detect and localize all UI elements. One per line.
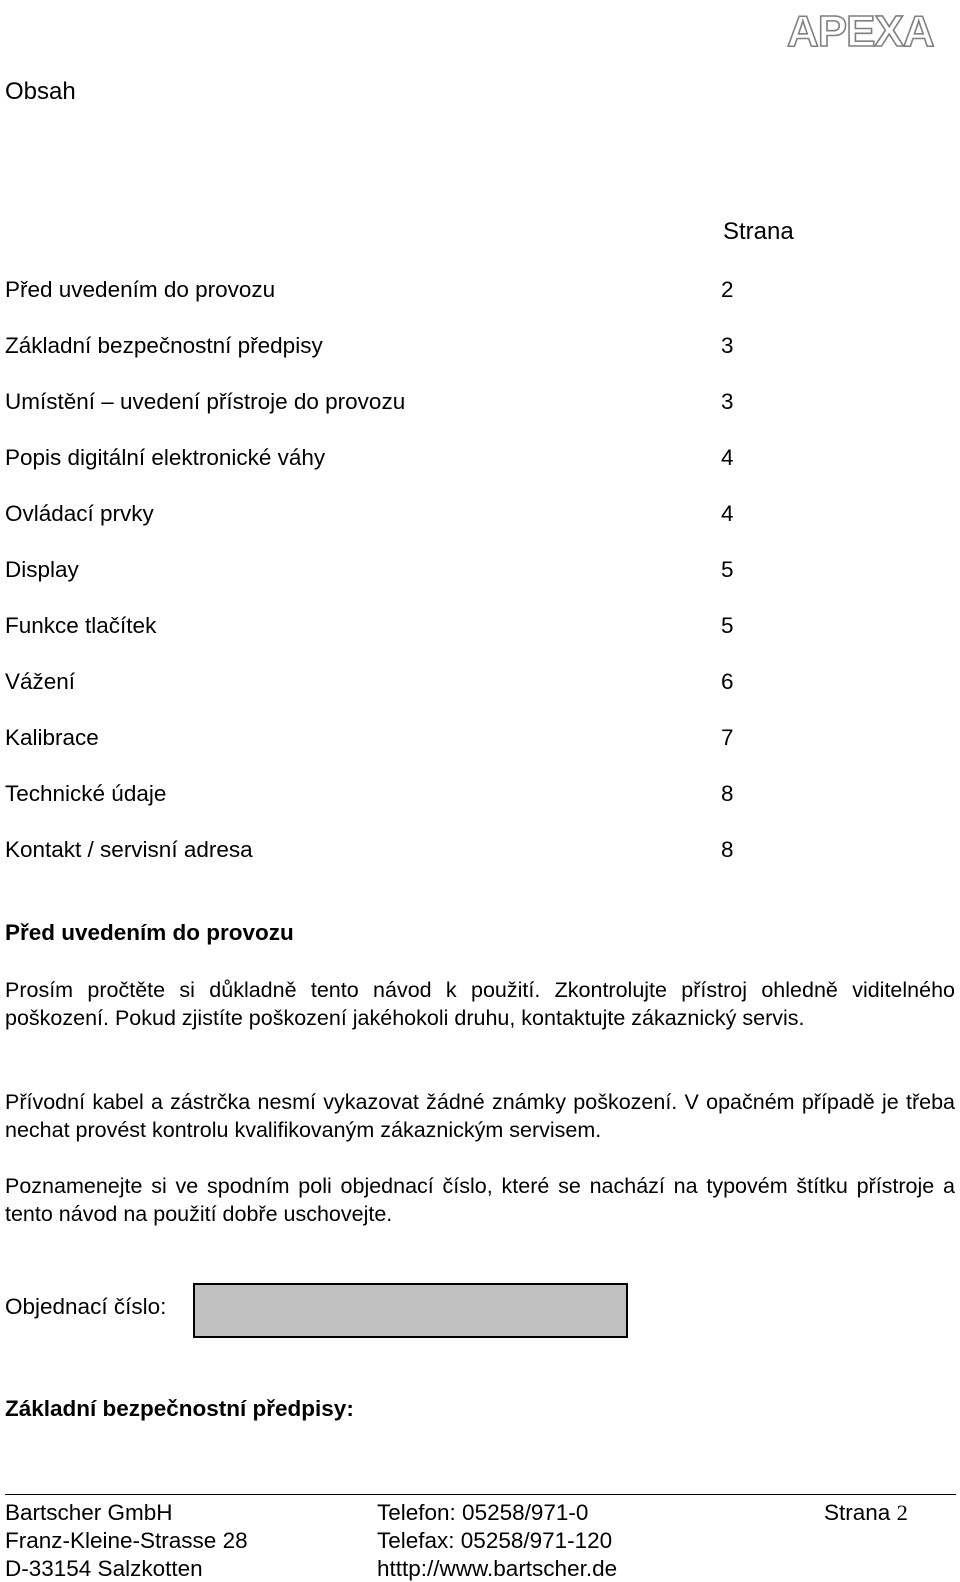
toc-entry-title: Popis digitální elektronické váhy: [5, 445, 326, 470]
logo-wordmark: APEXA: [787, 7, 934, 56]
toc-entry-page: 7: [721, 725, 734, 750]
toc-entry-title: Funkce tlačítek: [5, 613, 157, 638]
toc-page-column-label: Strana: [723, 218, 794, 245]
apexa-logo: [785, 4, 945, 56]
footer-page-label: Strana: [824, 1500, 891, 1525]
toc-entry-page: 3: [721, 333, 734, 358]
toc-entry-title: Umístění – uvedení přístroje do provozu: [5, 389, 406, 414]
toc-entry-title: Ovládací prvky: [5, 501, 154, 526]
order-number-label: Objednací číslo:: [5, 1294, 167, 1319]
paragraph: Prosím pročtěte si důkladně tento návod k použití. Zkontrolujte přístroj ohledně viditelného poškození. Pokud zjistíte poškození jakéhokoli druhu, kontaktujte zákaznický servis.: [5, 978, 955, 1030]
toc-entry-page: 2: [721, 277, 734, 302]
order-number-field[interactable]: [193, 1283, 628, 1338]
paragraph: Poznamenejte si ve spodním poli objednací číslo, které se nachází na typovém štítku přístroje a tento návod na použití dobře uschovejte.: [5, 1174, 955, 1226]
footer-company: Bartscher GmbH: [5, 1500, 173, 1525]
logo-graphic: [785, 4, 945, 56]
toc-entry-title: Před uvedením do provozu: [5, 277, 276, 302]
toc-entry-page: 8: [721, 781, 734, 806]
toc-entry-title: Kalibrace: [5, 725, 99, 750]
toc-entry-page: 4: [721, 501, 734, 526]
section-title: Základní bezpečnostní předpisy:: [5, 1396, 354, 1421]
toc-entry-page: 6: [721, 669, 734, 694]
footer-fax: Telefax: 05258/971-120: [377, 1528, 613, 1553]
toc-entry-title: Základní bezpečnostní předpisy: [5, 333, 323, 358]
footer-page-indicator: [824, 1500, 908, 1526]
footer-city: D-33154 Salzkotten: [5, 1556, 203, 1581]
toc-entry-page: 4: [721, 445, 734, 470]
toc-entry-page: 5: [721, 613, 734, 638]
page-heading: Obsah: [5, 78, 76, 105]
toc-entry-page: 8: [721, 837, 734, 862]
footer-phone: Telefon: 05258/971-0: [377, 1500, 589, 1525]
paragraph: Přívodní kabel a zástrčka nesmí vykazovat žádné známky poškození. V opačném případě je třeba nechat provést kontrolu kvalifikovaným zákaznickým servisem.: [5, 1090, 955, 1142]
toc-entry-title: Display: [5, 557, 79, 582]
footer-website: htttp://www.bartscher.de: [377, 1556, 618, 1581]
footer-page-number: 2: [896, 1500, 908, 1525]
toc-entry-title: Kontakt / servisní adresa: [5, 837, 253, 862]
section-title: Před uvedením do provozu: [5, 920, 294, 945]
footer-divider: [5, 1494, 956, 1495]
toc-entry-title: Technické údaje: [5, 781, 167, 806]
toc-entry-page: 5: [721, 557, 734, 582]
footer-street: Franz-Kleine-Strasse 28: [5, 1528, 248, 1553]
toc-entry-title: Vážení: [5, 669, 76, 694]
toc-entry-page: 3: [721, 389, 734, 414]
